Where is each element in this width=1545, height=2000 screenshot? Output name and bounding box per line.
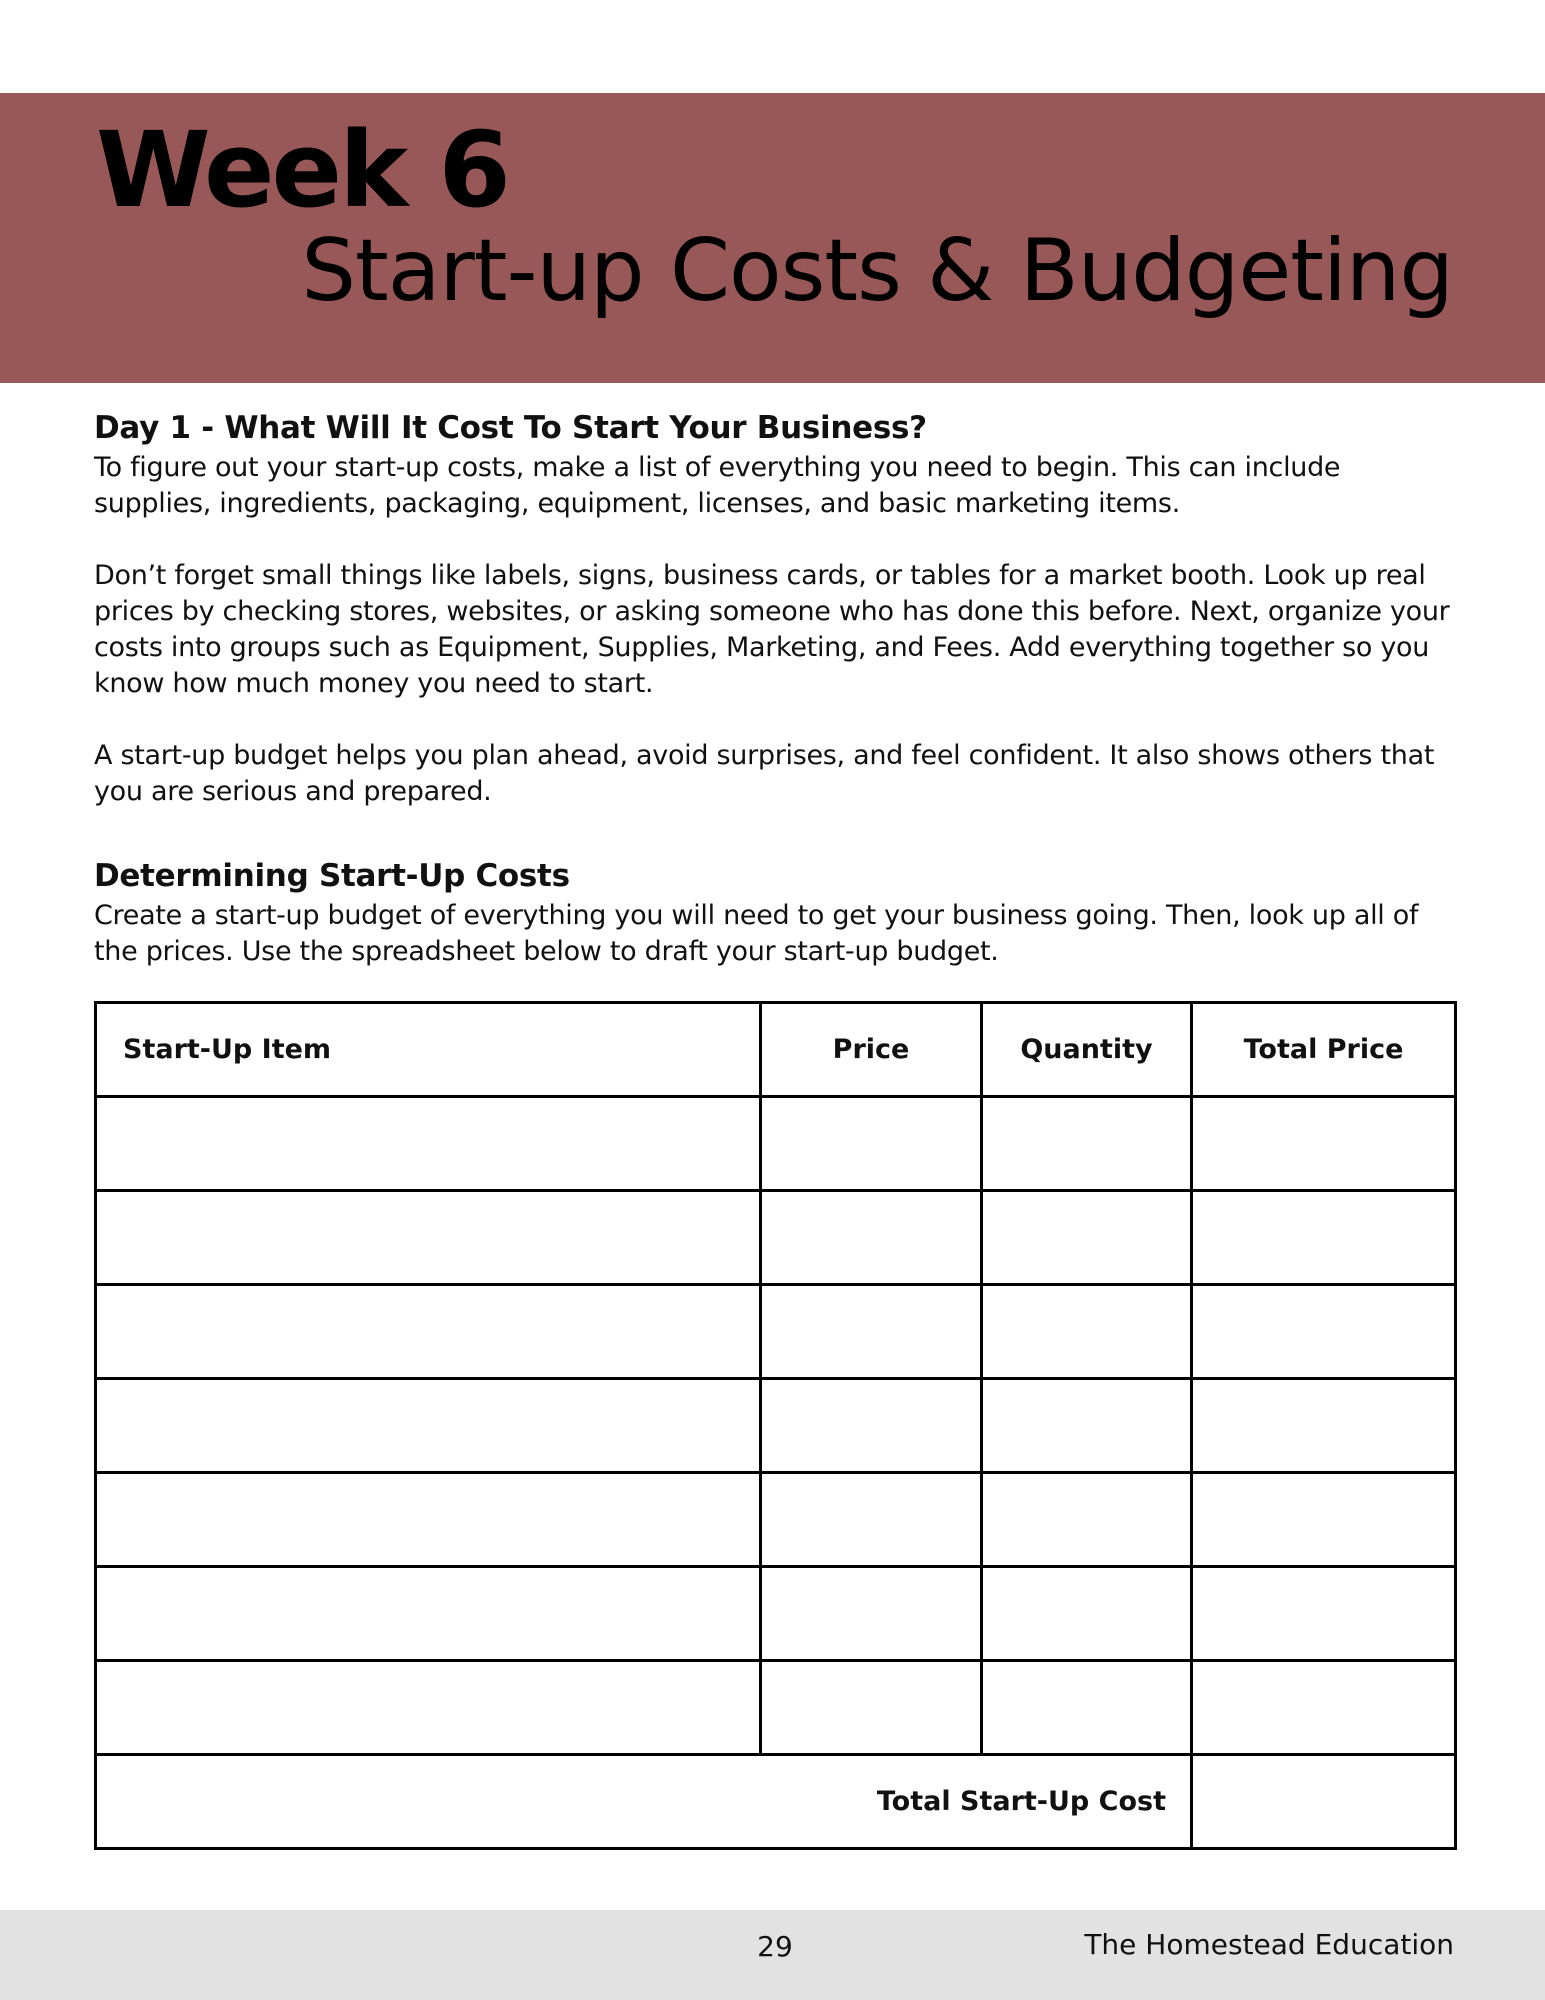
header-total-price: Total Price xyxy=(1192,1003,1456,1097)
price-cell[interactable] xyxy=(761,1097,982,1191)
quantity-cell[interactable] xyxy=(982,1567,1192,1661)
item-cell[interactable] xyxy=(96,1661,761,1755)
item-cell[interactable] xyxy=(96,1285,761,1379)
item-cell[interactable] xyxy=(96,1473,761,1567)
page-number: 29 xyxy=(757,1930,793,1963)
day1-paragraph-1: To figure out your start-up costs, make a list of everything you need to begin. This can include supplies, ingredients, packaging, equipment, licenses, and basic marketing items. xyxy=(94,452,1341,519)
costs-heading: Determining Start-Up Costs xyxy=(94,858,570,894)
total-price-cell[interactable] xyxy=(1192,1567,1456,1661)
quantity-cell[interactable] xyxy=(982,1097,1192,1191)
costs-paragraph: Create a start-up budget of everything you will need to get your business going. Then, look up all of the prices. Use the spreadsheet below to draft your start-up budget. xyxy=(94,900,1419,967)
price-cell[interactable] xyxy=(761,1661,982,1755)
total-start-up-cost-label: Total Start-Up Cost xyxy=(96,1755,1192,1849)
table-row xyxy=(96,1097,1456,1191)
header-start-up-item: Start-Up Item xyxy=(96,1003,761,1097)
price-cell[interactable] xyxy=(761,1567,982,1661)
table-row xyxy=(96,1285,1456,1379)
table-row xyxy=(96,1473,1456,1567)
table-row xyxy=(96,1661,1456,1755)
budget-table xyxy=(94,1001,1457,1850)
item-cell[interactable] xyxy=(96,1567,761,1661)
table-header-row xyxy=(96,1003,1456,1097)
total-row xyxy=(96,1755,1456,1849)
header-price: Price xyxy=(761,1003,982,1097)
total-price-cell[interactable] xyxy=(1192,1191,1456,1285)
quantity-cell[interactable] xyxy=(982,1191,1192,1285)
main-content xyxy=(94,406,1459,970)
day1-paragraph-2: Don’t forget small things like labels, signs, business cards, or tables for a market booth. Look up real prices by checking stores, websites, or asking someone who has done this before. Next, organize your costs into groups such as Equipment, Supplies, Marketing, and Fees. Add everything together so you know how much money you need to start. xyxy=(94,560,1450,699)
quantity-cell[interactable] xyxy=(982,1285,1192,1379)
item-cell[interactable] xyxy=(96,1191,761,1285)
quantity-cell[interactable] xyxy=(982,1379,1192,1473)
week-title: Week 6 xyxy=(96,109,508,231)
table-row xyxy=(96,1191,1456,1285)
price-cell[interactable] xyxy=(761,1473,982,1567)
item-cell[interactable] xyxy=(96,1379,761,1473)
footer-brand: The Homestead Education xyxy=(1084,1928,1454,1961)
total-price-cell[interactable] xyxy=(1192,1379,1456,1473)
table-row xyxy=(96,1567,1456,1661)
total-start-up-cost-cell[interactable] xyxy=(1192,1755,1456,1849)
price-cell[interactable] xyxy=(761,1191,982,1285)
header-quantity: Quantity xyxy=(982,1003,1192,1097)
total-price-cell[interactable] xyxy=(1192,1473,1456,1567)
total-price-cell[interactable] xyxy=(1192,1285,1456,1379)
total-price-cell[interactable] xyxy=(1192,1661,1456,1755)
price-cell[interactable] xyxy=(761,1379,982,1473)
table-row xyxy=(96,1379,1456,1473)
quantity-cell[interactable] xyxy=(982,1473,1192,1567)
item-cell[interactable] xyxy=(96,1097,761,1191)
price-cell[interactable] xyxy=(761,1285,982,1379)
quantity-cell[interactable] xyxy=(982,1661,1192,1755)
page-subtitle: Start-up Costs & Budgeting xyxy=(301,221,1453,321)
day1-paragraph-3: A start-up budget helps you plan ahead, avoid surprises, and feel confident. It also shows others that you are serious and prepared. xyxy=(94,740,1435,807)
total-price-cell[interactable] xyxy=(1192,1097,1456,1191)
day1-heading: Day 1 - What Will It Cost To Start Your Business? xyxy=(94,410,927,446)
